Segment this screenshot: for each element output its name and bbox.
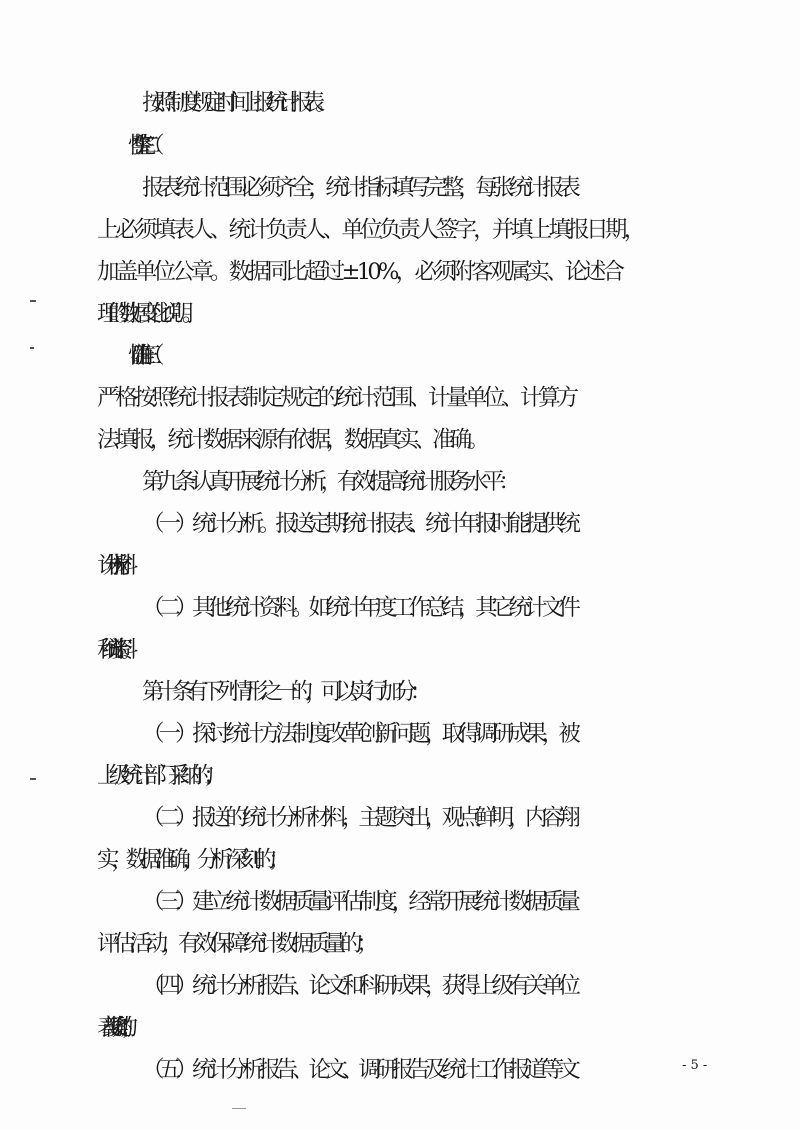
article-9-heading: 第九条 认真开展统计分析，有效提高统计服务水平： [142,469,515,495]
text-line: 理的数据变化说明。 [97,301,193,327]
text-line: 计分析材料。 [97,553,126,579]
text-line: 严格按照统计报表制定规定的统计范围、计量单位、计算方 [97,385,576,411]
text-line: 上必须填表人、统计负责人、单位负责人签字，并填上填报日期， [97,217,643,243]
text-line: 法填报，统计数据来源有依据，数据真实、准确。 [97,427,486,453]
text-line: （二）其他统计资料。如统计年度工作总结，其它统计文件 [142,595,576,621]
text-line: （五）统计分析报告、论文、调研报告及统计工作报道等文 [142,1057,576,1083]
section-heading-completeness [0,131,800,161]
text-line: （三）建立统计数据质量评估制度，经常开展统计数据质量 [142,889,576,915]
scan-mark [232,1108,246,1109]
text-line: （二）报送的统计分析材料，主题突出，观点鲜明，内容翔 [142,805,576,831]
text-line: 上级统计部门采纳的； [97,763,216,789]
scan-mark [30,347,34,349]
text-line: 实，数据准确，分析深刻的； [97,847,283,873]
text-line: （一）探讨统计方法制度改革创新问题，取得调研成果，被 [142,721,576,747]
scan-mark [30,778,36,780]
text-line: 和统计资料。 [97,637,126,663]
text-line: 表彰奖励的； [97,1015,126,1041]
scan-mark [30,300,36,302]
text-line: （四）统计分析报告、论文和科研成果，获得上级有关单位 [142,973,576,999]
article-10-heading: 第十条 有下列情形之一的，可以实行加分： [142,679,425,705]
section-heading-accuracy [0,341,800,371]
text-line: 报表统计范围必须齐全，统计指标填写完整，每张统计报表 [142,175,576,201]
page-number: - 5 - [682,1058,708,1073]
text-line: 按照制度规定时间上报统计报表。 [142,90,328,116]
text-line: （一）统计分析。报送定期统计报表、统计年报时能提供统 [142,511,576,537]
text-line: 评估活动，有效保障统计数据质量的； [97,931,373,957]
text-line: 加盖单位公章。数据同比超过±10%，必须附客观属实、论述合 [97,259,622,285]
